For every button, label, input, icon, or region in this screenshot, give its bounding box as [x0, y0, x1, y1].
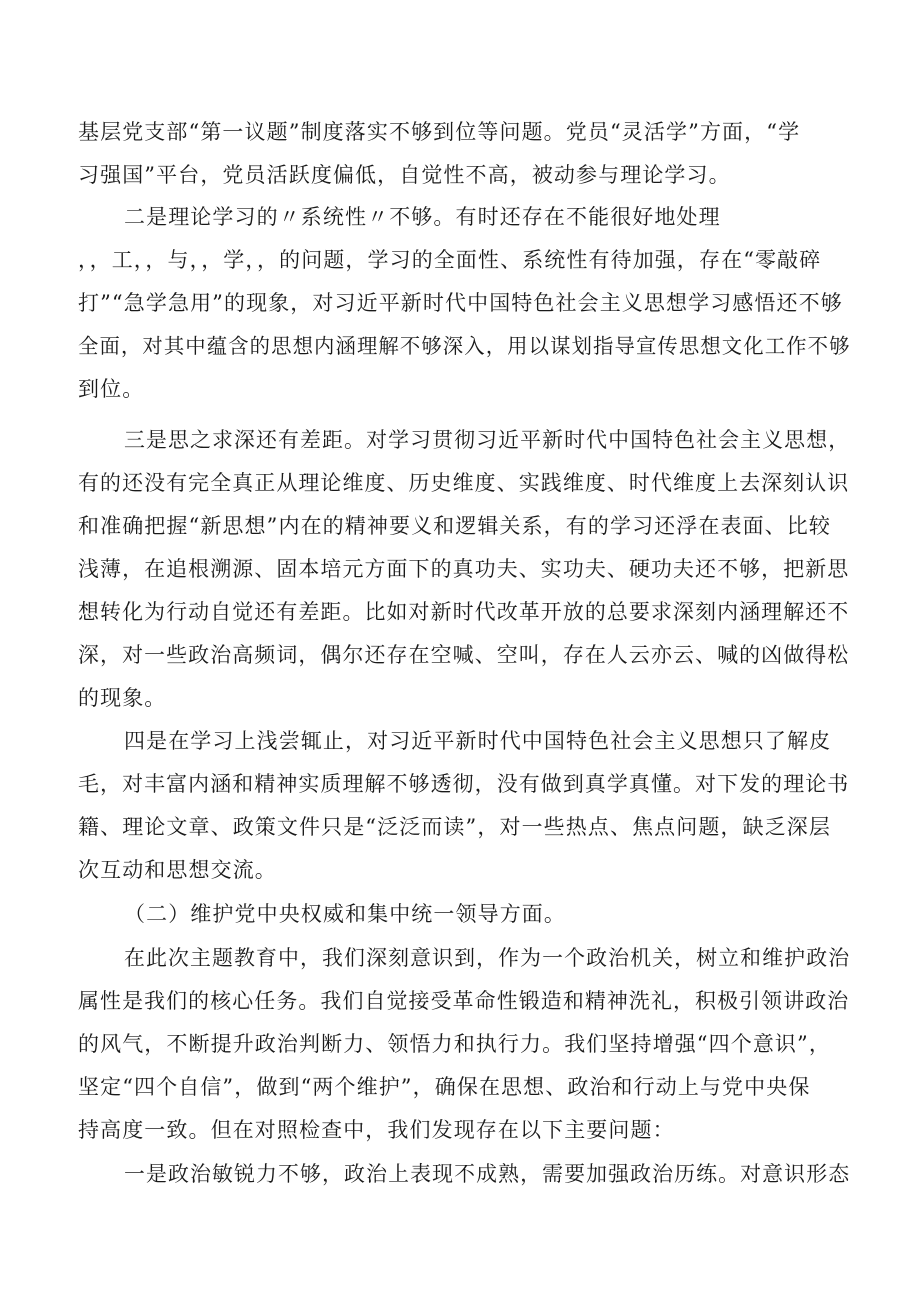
text-line: 持高度一致。但在对照检查中，我们发现存在以下主要问题：: [78, 1118, 675, 1142]
text-line: 坚定“四个自信”，做到“两个维护”，确保在思想、政治和行动上与党中央保: [78, 1075, 811, 1099]
text-line: 打”“急学急用”的现象，对习近平新时代中国特色社会主义思想学习感悟还不够: [78, 291, 843, 315]
text-line: 深，对一些政治高频词，偶尔还存在空喊、空叫，存在人云亦云、喊的凶做得松: [78, 643, 850, 667]
text-line: 三是思之求深还有差距。对学习贯彻习近平新时代中国特色社会主义思想，: [124, 428, 851, 452]
text-line: ，，工，，与，，学，，的问题，学习的全面性、系统性有待加强，存在“零敲碎: [78, 248, 822, 272]
text-line: 有的还没有完全真正从理论维度、历史维度、实践维度、时代维度上去深刻认识: [78, 471, 850, 495]
text-line: 四是在学习上浅尝辄止，对习近平新时代中国特色社会主义思想只了解皮: [124, 729, 832, 753]
text-line: 和准确把握“新思想”内在的精神要义和逻辑关系，有的学习还浮在表面、比较: [78, 514, 831, 538]
text-line: 在此次主题教育中，我们深刻意识到，作为一个政治机关，树立和维护政治: [124, 946, 851, 970]
text-line: 籍、理论文章、政策文件只是“泛泛而读”，对一些热点、焦点问题，缺乏深层: [78, 815, 831, 839]
text-line: 想转化为行动自觉还有差距。比如对新时代改革开放的总要求深刻内涵理解还不: [78, 600, 850, 624]
text-line: 次互动和思想交流。: [78, 858, 277, 882]
text-line: 全面，对其中蕴含的思想内涵理解不够深入，用以谋划指导宣传思想文化工作不够: [78, 334, 851, 358]
text-line: 习强国”平台，党员活跃度偏低，自觉性不高，被动参与理论学习。: [78, 163, 731, 187]
text-line: 二是理论学习的〃系统性〃不够。有时还存在不能很好地处理: [124, 205, 721, 229]
section-heading: （二）维护党中央权威和集中统一领导方面。: [124, 902, 566, 926]
text-line: 一是政治敏锐力不够，政治上表现不成熟，需要加强政治历练。对意识形态: [124, 1162, 851, 1186]
text-line: 浅薄，在追根溯源、固本培元方面下的真功夫、实功夫、硬功夫还不够，把新思: [78, 557, 850, 581]
text-line: 的风气，不断提升政治判断力、领悟力和执行力。我们坚持增强“四个意识”，: [78, 1032, 831, 1056]
text-line: 属性是我们的核心任务。我们自觉接受革命性锻造和精神洗礼，积极引领讲政治: [78, 989, 850, 1013]
text-line: 毛，对丰富内涵和精神实质理解不够透彻，没有做到真学真懂。对下发的理论书: [78, 772, 850, 796]
text-line: 到位。: [78, 377, 145, 401]
text-line: 的现象。: [78, 686, 167, 710]
text-line: 基层党支部“第一议题”制度落实不够到位等问题。党员“灵活学”方面，“学: [78, 120, 801, 144]
